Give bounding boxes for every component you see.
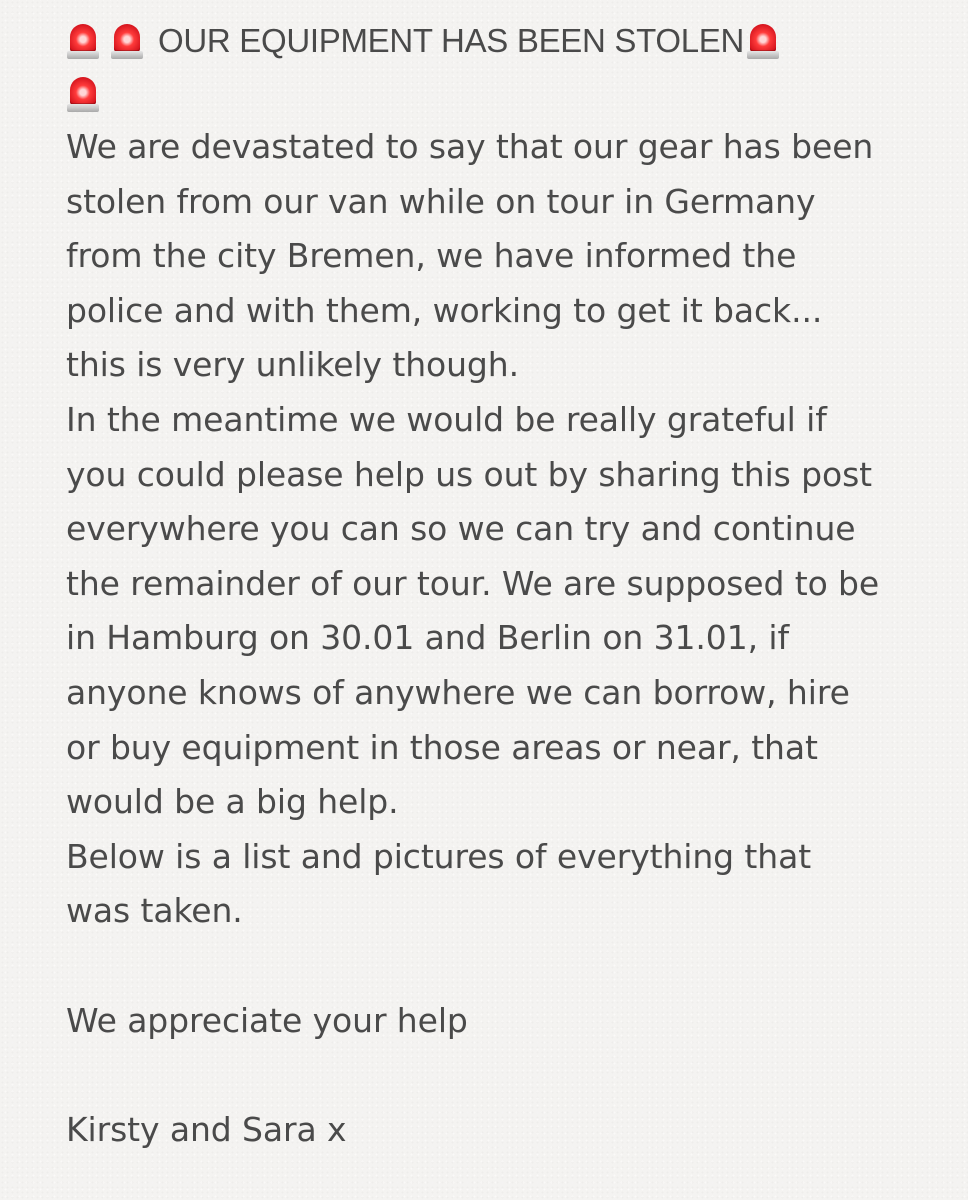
text-line: you could please help us out by sharing this post <box>66 454 873 494</box>
police-light-icon <box>746 22 780 60</box>
text-line: would be a big help. <box>66 782 399 822</box>
text-line: police and with them, working to get it back... <box>66 290 823 330</box>
page-title: OUR EQUIPMENT HAS BEEN STOLEN <box>158 22 745 59</box>
blank-line <box>66 939 936 994</box>
paragraph-1 <box>66 120 936 393</box>
text-line: or buy equipment in those areas or near, that <box>66 727 818 767</box>
title-line-continuation <box>66 68 936 120</box>
text-line: in Hamburg on 30.01 and Berlin on 31.01, if <box>66 618 789 658</box>
title-line <box>66 14 936 68</box>
closing-line: We appreciate your help <box>66 1000 468 1040</box>
police-light-icon <box>66 75 100 113</box>
text-line: this is very unlikely though. <box>66 345 519 385</box>
text-line: In the meantime we would be really grateful if <box>66 399 827 439</box>
text-line: from the city Bremen, we have informed the <box>66 236 797 276</box>
text-line: anyone knows of anywhere we can borrow, hire <box>66 672 850 712</box>
text-line: the remainder of our tour. We are supposed to be <box>66 563 880 603</box>
text-line: everywhere you can so we can try and continue <box>66 509 856 549</box>
police-light-icon <box>110 22 144 60</box>
paragraph-3 <box>66 830 936 939</box>
signature-line: Kirsty and Sara x <box>66 1109 347 1149</box>
text-line: was taken. <box>66 891 243 931</box>
text-line: Below is a list and pictures of everything that <box>66 836 812 876</box>
blank-line <box>66 1048 936 1103</box>
paragraph-2 <box>66 393 936 830</box>
text-line: We are devastated to say that our gear has been <box>66 127 874 166</box>
text-line: stolen from our van while on tour in Germany <box>66 181 816 221</box>
note-document <box>66 14 936 1157</box>
police-light-icon <box>66 22 100 60</box>
